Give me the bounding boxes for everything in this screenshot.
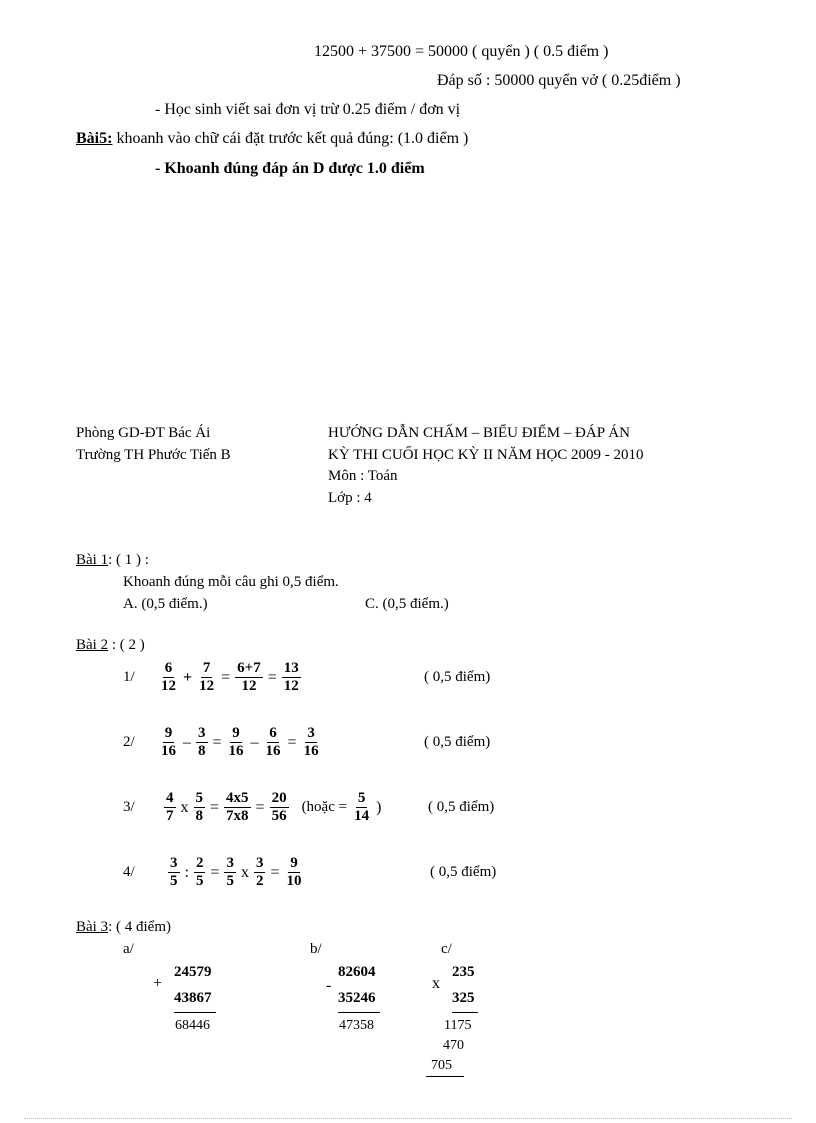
fraction: $\frac{4}{7}$ — [166, 790, 174, 824]
operator: – — [183, 733, 191, 751]
fraction: $\frac{5}{14}$ — [354, 790, 370, 824]
header-class: Lớp : 4 — [328, 490, 372, 506]
fraction: $\frac{6}{16}$ — [265, 725, 281, 759]
bai3-c-n2: 325 — [452, 990, 475, 1006]
header-subject: Môn : Toán — [328, 468, 398, 484]
operator: = — [210, 798, 220, 816]
header-school: Trường TH Phước Tiến B — [76, 447, 231, 463]
operator: : — [184, 863, 189, 881]
fraction: $\frac{9}{10}$ — [286, 855, 302, 889]
bai2-row3-expression — [163, 790, 382, 825]
bai3-a-operator: + — [153, 975, 163, 992]
bai3-a-result: 68446 — [175, 1018, 210, 1033]
bai2-row1-score: ( 0,5 điểm) — [424, 669, 491, 685]
fraction: $\frac{9}{16}$ — [161, 725, 176, 759]
bai3-c-p3: 705 — [431, 1058, 452, 1073]
bai3-a-n1: 24579 — [174, 964, 212, 980]
bai1-heading — [76, 552, 149, 569]
alt-open: (hoặc = — [301, 799, 348, 815]
header-title: HƯỚNG DẪN CHẤM – BIỂU ĐIỂM – ĐÁP ÁN — [328, 425, 630, 441]
fraction: $\frac{3}{8}$ — [198, 725, 206, 759]
bai3-b-result: 47358 — [339, 1018, 374, 1033]
fraction: $\frac{3}{5}$ — [226, 855, 234, 889]
bai3-b-n1: 82604 — [338, 964, 376, 980]
fraction: $\frac{4x5}{7x8}$ — [226, 790, 249, 824]
bai2-row4-expression — [167, 855, 305, 890]
operator: = — [221, 668, 231, 686]
fraction: $\frac{3}{5}$ — [170, 855, 178, 889]
operator: = — [210, 863, 220, 881]
bai5-text: khoanh vào chữ cái đặt trước kết quả đúng: (1.0 điểm ) — [112, 130, 469, 147]
bai1-desc: Khoanh đúng mỗi câu ghi 0,5 điểm. — [123, 574, 339, 590]
bai2-heading — [76, 637, 145, 654]
operator: x — [240, 863, 249, 881]
fraction: $\frac{6}{12}$ — [161, 660, 176, 694]
bai2-row2-num: 2/ — [123, 734, 135, 750]
bai3-b-n2: 35246 — [338, 990, 376, 1006]
fraction: $\frac{6+7}{12}$ — [237, 660, 261, 694]
bai3-b-operator: - — [326, 977, 332, 994]
header-office: Phòng GD-ĐT Bác Ái — [76, 425, 211, 441]
bai3-c-rule — [452, 1012, 478, 1013]
solution-line: 12500 + 37500 = 50000 ( quyển ) ( 0.5 điểm ) — [314, 43, 609, 60]
bai3-suffix: : ( 4 điểm) — [108, 919, 171, 935]
bai3-a-label: a/ — [123, 941, 134, 957]
bai5-heading — [76, 130, 468, 148]
bai2-row4-score: ( 0,5 điểm) — [430, 864, 497, 880]
bai2-row1-num: 1/ — [123, 669, 135, 685]
unit-note: - Học sinh viết sai đơn vị trừ 0.25 điểm / đơn vị — [155, 101, 461, 118]
bai3-c-label: c/ — [441, 941, 452, 957]
bai2-row1-expression — [158, 660, 302, 695]
bai2-row2-expression — [158, 725, 322, 760]
operator: = — [255, 798, 265, 816]
operator: = — [267, 668, 277, 686]
fraction: $\frac{13}{12}$ — [283, 660, 299, 694]
fraction: $\frac{3}{2}$ — [255, 855, 264, 889]
bai3-c-p2: 470 — [443, 1038, 464, 1053]
alt-close: ) — [376, 798, 382, 816]
bai3-c-bottom-rule — [426, 1076, 464, 1077]
page-footer-divider — [24, 1118, 792, 1119]
bai3-a-n2: 43867 — [174, 990, 212, 1006]
bai5-label: Bài5: — [76, 130, 113, 147]
fraction: $\frac{7}{12}$ — [199, 660, 215, 694]
bai3-a-rule — [174, 1012, 216, 1013]
bai1-suffix: : ( 1 ) : — [108, 552, 149, 568]
operator: + — [183, 668, 193, 686]
bai3-b-rule — [338, 1012, 380, 1013]
operator: = — [270, 863, 280, 881]
fraction: $\frac{20}{56}$ — [271, 790, 287, 824]
answer-line: Đáp số : 50000 quyển vở ( 0.25điểm ) — [437, 72, 681, 89]
fraction: $\frac{2}{5}$ — [195, 855, 204, 889]
operator: = — [287, 733, 297, 751]
bai3-c-operator: x — [432, 975, 440, 992]
bai2-label: Bài 2 — [76, 637, 109, 653]
bai1-a: A. (0,5 điểm.) — [123, 596, 208, 612]
bai2-row2-score: ( 0,5 điểm) — [424, 734, 491, 750]
operator: x — [180, 798, 189, 816]
bai3-label: Bài 3 — [76, 919, 109, 935]
bai1-label: Bài 1 — [76, 552, 109, 568]
bai3-c-n1: 235 — [452, 964, 475, 980]
fraction: $\frac{3}{16}$ — [303, 725, 319, 759]
bai5-answer: - Khoanh đúng đáp án D được 1.0 điểm — [155, 160, 425, 177]
bai3-b-label: b/ — [310, 941, 322, 957]
bai1-c: C. (0,5 điểm.) — [365, 596, 449, 612]
bai2-row4-num: 4/ — [123, 864, 135, 880]
bai2-row3-num: 3/ — [123, 799, 135, 815]
header-exam: KỲ THI CUỐI HỌC KỲ II NĂM HỌC 2009 - 2010 — [328, 447, 644, 463]
bai2-suffix: : ( 2 ) — [108, 637, 145, 653]
bai2-row3-score: ( 0,5 điểm) — [428, 799, 495, 815]
operator: – — [250, 733, 259, 751]
fraction: $\frac{5}{8}$ — [195, 790, 203, 824]
fraction: $\frac{9}{16}$ — [228, 725, 244, 759]
bai3-heading — [76, 919, 171, 936]
operator: = — [212, 733, 222, 751]
bai3-c-p1: 1175 — [444, 1018, 472, 1033]
